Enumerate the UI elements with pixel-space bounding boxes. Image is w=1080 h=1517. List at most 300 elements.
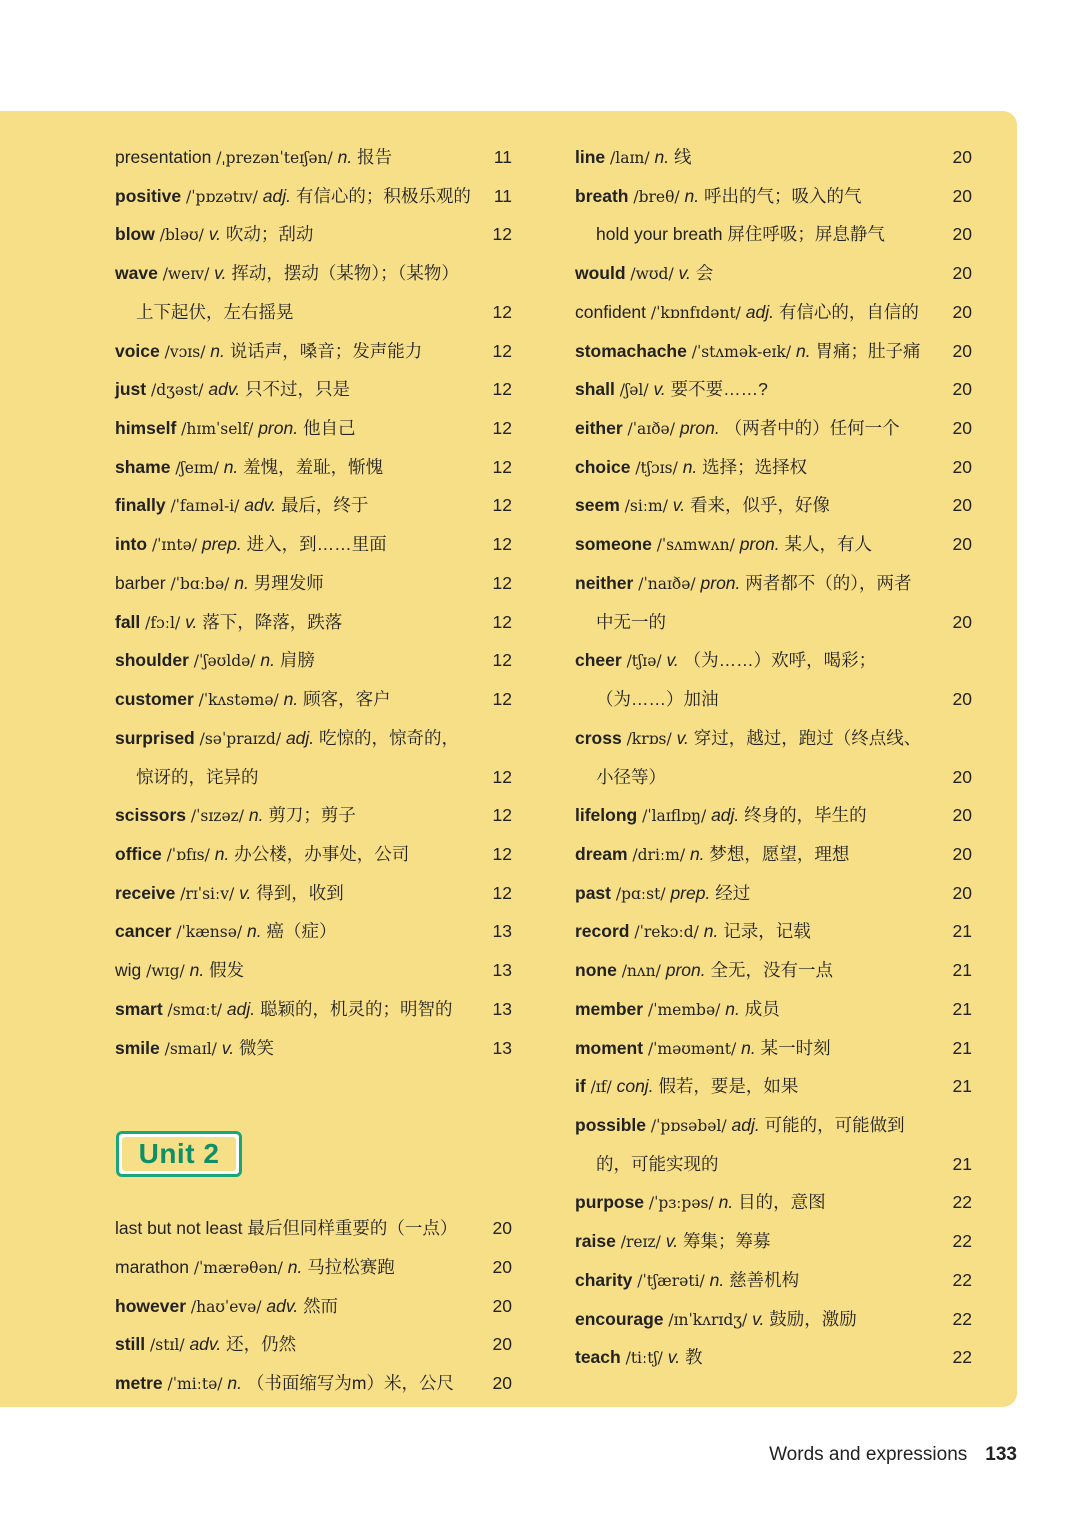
page-ref: 13 [492,998,512,1019]
page-ref: 12 [492,611,512,632]
unit-heading-box [116,1131,242,1177]
word-entry [575,1261,975,1300]
page-ref: 12 [492,766,512,787]
part-of-speech: n. [654,147,670,167]
definition: 目的，意图 [738,1192,826,1213]
entry-text [115,874,344,914]
page-ref: 12 [492,843,512,864]
continuation-text: 惊讶的，诧异的 [136,766,259,787]
headword: shall [575,379,615,400]
entry-text [575,1338,702,1378]
part-of-speech: prep. [201,534,242,555]
entry-text [575,990,780,1030]
part-of-speech: adj. [711,805,740,826]
word-entry [575,719,975,758]
page-ref: 20 [492,1256,512,1277]
headword: cancer [115,921,172,942]
page-ref: 12 [492,882,512,903]
word-entry [115,564,515,603]
word-entry [575,1338,975,1377]
phonetic: /ˈpɜːpəs/ [648,1194,714,1213]
entry-text [115,1325,296,1365]
headword: stomachache [575,340,687,361]
entry-text [575,1067,798,1107]
phonetic: /ˈməʊmənt/ [647,1039,737,1058]
phonetic: /ˌprezənˈteɪʃən/ [216,149,333,167]
word-entry [115,951,515,990]
definition: 会 [695,263,714,284]
part-of-speech: v. [665,1231,679,1252]
page-ref: 20 [952,185,972,206]
entry-text [575,603,666,642]
part-of-speech: n. [248,805,264,826]
definition: 报告 [357,147,393,167]
word-entry [115,370,515,409]
page-ref: 11 [493,185,512,206]
page-ref: 12 [492,534,512,555]
phonetic: /ˈmærəθən/ [193,1258,283,1277]
definition: 落下，降落，跌落 [202,611,343,632]
phonetic: /ˈlaɪflɒŋ/ [642,807,707,826]
definition: 进入，到……里面 [246,534,387,555]
phonetic: /dʒəst/ [151,381,204,400]
entry-text [115,1029,274,1069]
entry-text [575,874,750,914]
unit-heading: Unit 2 [122,1137,236,1171]
left-column [115,138,515,1403]
entry-continuation [575,1145,975,1184]
headword: positive [115,185,182,206]
definition: 教 [684,1347,703,1368]
part-of-speech: v. [672,495,686,516]
entry-text [115,1209,457,1248]
headword: surprised [115,727,195,748]
page-ref: 20 [492,1218,512,1239]
phonetic: /tʃɪə/ [626,652,662,671]
part-of-speech: n. [214,843,230,864]
page-ref: 20 [952,263,972,284]
word-entry [115,874,515,913]
page-ref: 12 [492,572,512,593]
definition: （为……）欢呼，喝彩； [683,650,877,671]
continuation-text: 小径等） [596,766,666,787]
word-entry [575,1029,975,1068]
word-entry [115,1029,515,1068]
part-of-speech: n. [210,340,225,361]
entry-text [575,1029,831,1069]
word-entry [575,486,975,525]
phonetic: /nʌn/ [621,962,661,981]
continuation-text: hold your breath 屏住呼吸；屏息静气 [596,224,885,245]
definition: 全无，没有一点 [710,960,833,981]
footer-title: Words and expressions [769,1444,968,1465]
phonetic: /hɪmˈself/ [181,420,254,439]
entry-continuation [575,603,975,642]
headword: finally [115,495,166,516]
phonetic: /ˈɒfɪs/ [166,845,210,864]
word-entry [575,448,975,487]
headword: still [115,1334,146,1355]
part-of-speech: adv. [266,1295,299,1316]
entry-text [575,680,719,719]
page-ref: 22 [952,1308,972,1329]
entry-text [115,138,392,178]
entry-text [575,835,849,875]
entry-text [115,951,244,991]
headword: lifelong [575,805,638,826]
word-entry [115,641,515,680]
entry-text [575,138,691,178]
entry-text [115,990,453,1030]
phonetic: /ˈrekɔːd/ [634,923,699,942]
page-ref: 21 [952,1076,972,1097]
phonetic: /tiːtʃ/ [625,1349,663,1368]
word-entry [115,835,515,874]
phonetic: /ɪnˈkʌrɪdʒ/ [668,1310,748,1329]
phonetic: /fɔːl/ [145,613,181,632]
phonetic: /laɪn/ [610,149,650,167]
word-entry [115,719,515,758]
headword: shame [115,456,171,477]
entry-text [575,912,811,952]
page-ref: 22 [952,1269,972,1290]
headword: just [115,379,147,400]
phonetic: /bləʊ/ [159,226,204,245]
phonetic: /smaɪl/ [164,1039,217,1058]
entry-text [115,912,336,952]
phonetic: /ˈtʃærəti/ [637,1271,705,1290]
word-entry [115,1364,515,1403]
definition: 胃痛；肚子痛 [815,340,921,361]
phonetic: /rɪˈsiːv/ [180,884,235,903]
entry-continuation [575,758,975,797]
definition: 选择；选择权 [702,456,808,477]
continuation-text: 的，可能实现的 [596,1153,719,1174]
headword: smart [115,998,163,1019]
part-of-speech: n. [227,1373,243,1394]
headword: line [575,147,606,167]
definition: 鼓励，激励 [769,1308,857,1329]
definition: （书面缩写为m）米，公尺 [246,1373,454,1394]
word-entry [575,835,975,874]
phonetic: /ˈkɒnfɪdənt/ [650,303,741,322]
word-entry [575,990,975,1029]
part-of-speech: n. [689,843,705,864]
part-of-speech: adj. [262,185,291,206]
headword: neither [575,572,634,593]
definition: 癌（症） [266,921,337,942]
definition: 然而 [303,1295,339,1316]
part-of-speech: v. [666,650,679,671]
headword: choice [575,456,631,477]
phonetic: /pɑːst/ [615,884,666,903]
definition: 成员 [744,998,780,1019]
entry-text [575,254,713,294]
phonetic: /ˈmembə/ [647,1000,721,1019]
entry-text [575,177,862,217]
headword: smile [115,1037,160,1058]
entry-text [575,796,867,836]
headword: moment [575,1037,644,1058]
page-ref: 12 [492,418,512,439]
headword: none [575,960,617,981]
part-of-speech: n. [725,998,740,1019]
word-entry [115,215,515,254]
entry-text [575,1300,857,1340]
entry-text [575,719,921,759]
phonetic: /səˈpraɪzd/ [199,729,282,748]
part-of-speech: n. [741,1037,756,1058]
entry-text [115,177,471,217]
entry-text [575,1222,770,1262]
definition: 呼出的气；吸入的气 [704,185,862,206]
headword: record [575,921,630,942]
entry-continuation [115,293,515,332]
entry-text [115,680,391,720]
phonetic: /ˈnaɪðə/ [638,574,696,593]
headword: office [115,843,162,864]
page-ref: 12 [492,456,512,477]
phonetic: /krɒs/ [626,729,672,748]
page-ref: 12 [492,301,512,322]
page-ref: 20 [492,1334,512,1355]
definition: 终身的，毕生的 [744,805,867,826]
unit-heading-wrap [115,1125,515,1209]
headword: someone [575,534,652,555]
word-entry [575,177,975,216]
part-of-speech: v. [752,1308,765,1329]
headword: cross [575,727,622,748]
definition: 筹集；筹募 [682,1231,771,1252]
part-of-speech: v. [653,379,666,400]
definition: 他自己 [302,418,356,439]
entry-text [575,409,900,449]
definition: 梦想，愿望，理想 [709,843,850,864]
page-ref: 22 [952,1192,972,1213]
section-gap [115,1067,515,1125]
word-entry [575,1106,975,1145]
word-entry [115,796,515,835]
phonetic: /wʊd/ [630,265,674,284]
word-entry [575,641,975,680]
headword: scissors [115,805,187,826]
entry-text [115,409,355,449]
word-entry [115,603,515,642]
word-entry [575,254,975,293]
word-entry [115,1248,515,1287]
entry-text [575,1145,719,1184]
part-of-speech: n. [718,1192,734,1213]
entry-text [115,215,313,255]
definition: 线 [673,147,692,167]
part-of-speech: v. [678,263,691,284]
phonetic: /ˈsʌmwʌn/ [656,536,735,555]
part-of-speech: v. [185,611,198,632]
page-ref: 20 [952,689,972,710]
headword: dream [575,843,628,864]
entry-text [575,1261,799,1301]
page-ref: 20 [952,805,972,826]
part-of-speech: adj. [745,301,775,322]
page-ref: 20 [952,766,972,787]
phonetic: /ˈkʌstəmə/ [198,691,279,710]
part-of-speech: n. [223,456,239,477]
entry-text [115,1248,395,1288]
word-entry [115,409,515,448]
definition: 有信心的；积极乐观的 [295,185,471,206]
definition: 吃惊的，惊奇的， [319,727,460,748]
word-entry [575,951,975,990]
part-of-speech: adj. [731,1114,760,1135]
word-entry [115,448,515,487]
page-ref: 12 [492,689,512,710]
page-ref: 20 [952,340,972,361]
part-of-speech: adv. [208,379,241,400]
page-ref: 20 [952,534,972,555]
headword: fall [115,611,141,632]
page-ref: 11 [493,147,512,167]
definition: 挥动，摆动（某物）；（某物） [231,263,459,284]
part-of-speech: pron. [739,534,780,555]
word-entry [575,370,975,409]
definition: 羞愧，羞耻，惭愧 [243,456,384,477]
phonetic: /ˈstʌmək-eɪk/ [691,342,792,361]
part-of-speech: v. [214,263,227,284]
word-entry [575,409,975,448]
page-ref: 13 [492,921,512,942]
page-ref: 22 [952,1347,972,1368]
word-entry [115,990,515,1029]
phonetic: /wɪg/ [146,962,185,981]
part-of-speech: v. [676,727,689,748]
definition: 吹动；刮动 [225,224,314,245]
definition: 要不要……? [670,379,768,400]
part-of-speech: v. [667,1347,681,1368]
phonetic: /ˈmiːtə/ [167,1375,223,1394]
phonetic: /ˈpɒzətɪv/ [186,187,258,206]
entry-text [115,332,422,372]
headword: into [115,534,148,555]
unit2-word-list [115,1209,515,1403]
entry-text [115,796,356,836]
page-ref: 21 [952,1037,972,1058]
part-of-speech: n. [234,572,249,593]
phonetic: /ˈpɒsəbəl/ [650,1116,727,1135]
definition: 剪刀；剪子 [268,805,356,826]
page-ref: 20 [952,147,972,167]
page-ref: 12 [492,379,512,400]
phonetic: /reɪz/ [620,1233,661,1252]
definition: 最后但同样重要的（一点） [247,1218,458,1239]
definition: 穿过，越过，跑过（终点线、 [693,727,922,748]
phonetic: /ˈfaɪnəl-i/ [170,497,240,516]
headword: member [575,998,644,1019]
word-entry [575,1222,975,1261]
headword: if [575,1076,586,1097]
headword: voice [115,340,160,361]
entry-text [575,564,912,604]
word-entry [115,680,515,719]
headword: blow [115,224,155,245]
phonetic: /vɔɪs/ [164,342,206,361]
part-of-speech: n. [260,650,276,671]
page-ref: 20 [952,301,972,322]
entry-text [115,835,409,875]
word-entry [115,332,515,371]
part-of-speech: adv. [189,1334,222,1355]
headword: receive [115,882,176,903]
part-of-speech: n. [682,456,698,477]
unit1-word-list [115,138,515,1067]
part-of-speech: n. [703,921,719,942]
part-of-speech: n. [337,147,353,167]
word-entry [115,486,515,525]
word-entry [115,1209,515,1248]
word-entry [115,912,515,951]
headword: possible [575,1114,646,1135]
definition: 假若，要是，如果 [658,1076,799,1097]
headword: teach [575,1347,621,1368]
page-ref: 20 [952,882,972,903]
word-entry [575,796,975,835]
phonetic: /weɪv/ [162,265,210,284]
headword: wave [115,263,158,284]
part-of-speech: v. [208,224,222,245]
entry-text [115,1364,454,1404]
definition: 看来，似乎，好像 [690,495,830,516]
part-of-speech: adv. [244,495,277,516]
definition: 马拉松赛跑 [307,1256,395,1277]
page-ref: 20 [492,1373,512,1394]
phonetic: /siːm/ [624,497,668,516]
entry-text [115,641,315,681]
entry-text [575,215,885,254]
headword: would [575,263,626,284]
right-column [575,138,975,1377]
definition: 两者都不（的），两者 [745,572,912,593]
headword: raise [575,1231,616,1252]
definition: 男理发师 [253,572,324,593]
word-entry [115,254,515,293]
definition: 得到，收到 [256,882,344,903]
entry-text [115,448,383,488]
page-ref: 20 [492,1295,512,1316]
headword: seem [575,495,620,516]
right-word-list [575,138,975,1377]
headword: cheer [575,650,622,671]
definition: 微笑 [238,1037,274,1058]
page-ref: 13 [492,960,512,981]
entry-text [575,758,666,797]
entry-text [575,525,872,565]
page-ref: 12 [492,805,512,826]
entry-text [115,486,368,526]
page-ref: 13 [492,1037,512,1058]
word-entry [115,138,515,177]
entry-text [575,1106,905,1146]
part-of-speech: n. [246,921,262,942]
headword: barber [115,572,166,593]
definition: （两者中的）任何一个 [724,418,900,439]
entry-text [115,719,459,759]
part-of-speech: n. [189,960,205,981]
definition: 假发 [209,960,245,981]
headword: however [115,1295,186,1316]
part-of-speech: prep. [670,882,711,903]
entry-text [115,525,387,565]
part-of-speech: n. [287,1256,303,1277]
page-ref: 22 [952,1231,972,1252]
